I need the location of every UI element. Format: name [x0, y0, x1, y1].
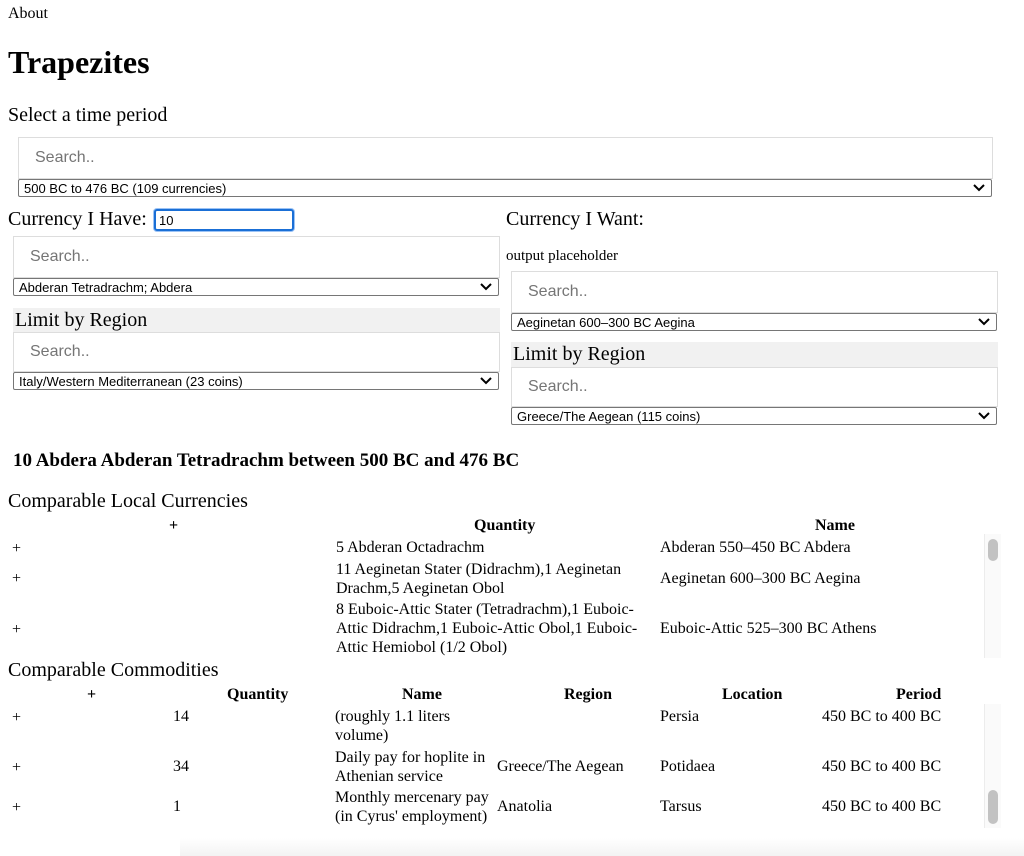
period-search-placeholder: Search..	[35, 149, 95, 166]
have-region-search-placeholder: Search..	[30, 343, 90, 360]
commodities-table-scroll-thumb[interactable]	[988, 790, 998, 824]
row-period: 450 BC to 400 BC	[822, 798, 942, 815]
period-search-input[interactable]	[18, 137, 993, 179]
have-region-heading: Limit by Region	[13, 308, 500, 332]
row-region: Anatolia	[497, 798, 553, 815]
chevron-down-icon	[973, 184, 985, 192]
row-plus-toggle[interactable]: +	[12, 799, 22, 816]
have-currency-select-value: Abderan Tetradrachm; Abdera	[19, 279, 193, 295]
local-table-scroll-thumb[interactable]	[988, 539, 998, 561]
row-name: (roughly 1.1 liters volume)	[335, 708, 451, 744]
want-region-search-input[interactable]	[511, 367, 998, 407]
want-region-select-value: Greece/The Aegean (115 coins)	[517, 408, 701, 424]
chevron-down-icon	[978, 412, 990, 420]
have-currency-select[interactable]	[13, 278, 499, 296]
row-plus-toggle[interactable]: +	[12, 709, 22, 726]
row-quantity: 8 Euboic-Attic Stater (Tetradrachm),1 Euboic- Attic Didrachm,1 Euboic-Attic Obol,1 Euboic- Attic Hemiobol (1/2 Obol)	[336, 601, 638, 656]
row-plus-toggle[interactable]: +	[12, 570, 22, 587]
local-header-quantity: Quantity	[474, 517, 536, 534]
commodities-table-scrollbar[interactable]	[984, 704, 1001, 828]
row-location: Persia	[660, 708, 700, 725]
row-quantity: 34	[173, 758, 189, 775]
local-header-name: Name	[815, 517, 855, 534]
want-region-heading: Limit by Region	[511, 342, 998, 367]
want-label: Currency I Want:	[506, 208, 644, 230]
want-currency-search-placeholder: Search..	[528, 283, 588, 300]
row-period: 450 BC to 400 BC	[822, 708, 942, 725]
row-plus-toggle[interactable]: +	[12, 540, 22, 557]
chevron-down-icon	[480, 377, 492, 385]
row-quantity: 1	[173, 798, 181, 815]
have-region-select[interactable]	[13, 372, 499, 390]
local-currencies-title: Comparable Local Currencies	[8, 490, 248, 512]
period-select-value: 500 BC to 476 BC (109 currencies)	[24, 180, 227, 196]
commodities-header-quantity: Quantity	[227, 686, 289, 703]
row-region: Greece/The Aegean	[497, 758, 624, 775]
want-region-search-placeholder: Search..	[528, 378, 588, 395]
want-currency-search-input[interactable]	[511, 271, 998, 313]
chevron-down-icon	[480, 283, 492, 291]
row-name: Monthly mercenary pay (in Cyrus' employment)	[335, 789, 489, 825]
row-name: Aeginetan 600–300 BC Aegina	[660, 570, 861, 587]
chevron-down-icon	[978, 318, 990, 326]
row-location: Tarsus	[660, 798, 702, 815]
want-region-select[interactable]	[511, 407, 997, 425]
row-name: Euboic-Attic 525–300 BC Athens	[660, 620, 877, 637]
row-plus-toggle[interactable]: +	[12, 621, 22, 638]
have-label: Currency I Have:	[8, 208, 147, 230]
local-table-scrollbar[interactable]	[984, 534, 1001, 658]
page-title: Trapezites	[8, 44, 150, 80]
have-currency-search-placeholder: Search..	[30, 248, 90, 265]
have-region-select-value: Italy/Western Mediterranean (23 coins)	[19, 373, 243, 389]
row-name: Daily pay for hoplite in Athenian service	[335, 749, 486, 785]
about-link[interactable]: About	[8, 5, 48, 22]
commodities-header-plus: +	[87, 686, 97, 703]
want-output: output placeholder	[506, 248, 619, 264]
period-label: Select a time period	[8, 104, 168, 126]
row-quantity: 5 Abderan Octadrachm	[336, 539, 485, 556]
row-period: 450 BC to 400 BC	[822, 758, 942, 775]
row-location: Potidaea	[660, 758, 716, 775]
commodities-title: Comparable Commodities	[8, 659, 219, 681]
page-bottom-edge	[180, 838, 1024, 856]
have-currency-search-input[interactable]	[13, 236, 500, 278]
row-plus-toggle[interactable]: +	[12, 759, 22, 776]
period-select[interactable]	[18, 179, 992, 197]
have-amount-input[interactable]	[154, 209, 294, 231]
row-quantity: 14	[173, 708, 189, 725]
commodities-header-region: Region	[564, 686, 612, 703]
want-currency-select-value: Aeginetan 600–300 BC Aegina	[517, 314, 695, 330]
row-quantity: 11 Aeginetan Stater (Didrachm),1 Aeginetan Drachm,5 Aeginetan Obol	[336, 561, 622, 597]
commodities-header-location: Location	[722, 686, 783, 703]
local-header-plus: +	[169, 517, 179, 534]
result-heading: 10 Abdera Abderan Tetradrachm between 500 BC and 476 BC	[13, 450, 520, 471]
commodities-header-period: Period	[896, 686, 942, 703]
want-currency-select[interactable]	[511, 313, 997, 331]
row-name: Abderan 550–450 BC Abdera	[660, 539, 851, 556]
commodities-header-name: Name	[402, 686, 442, 703]
have-region-search-input[interactable]	[13, 332, 500, 372]
